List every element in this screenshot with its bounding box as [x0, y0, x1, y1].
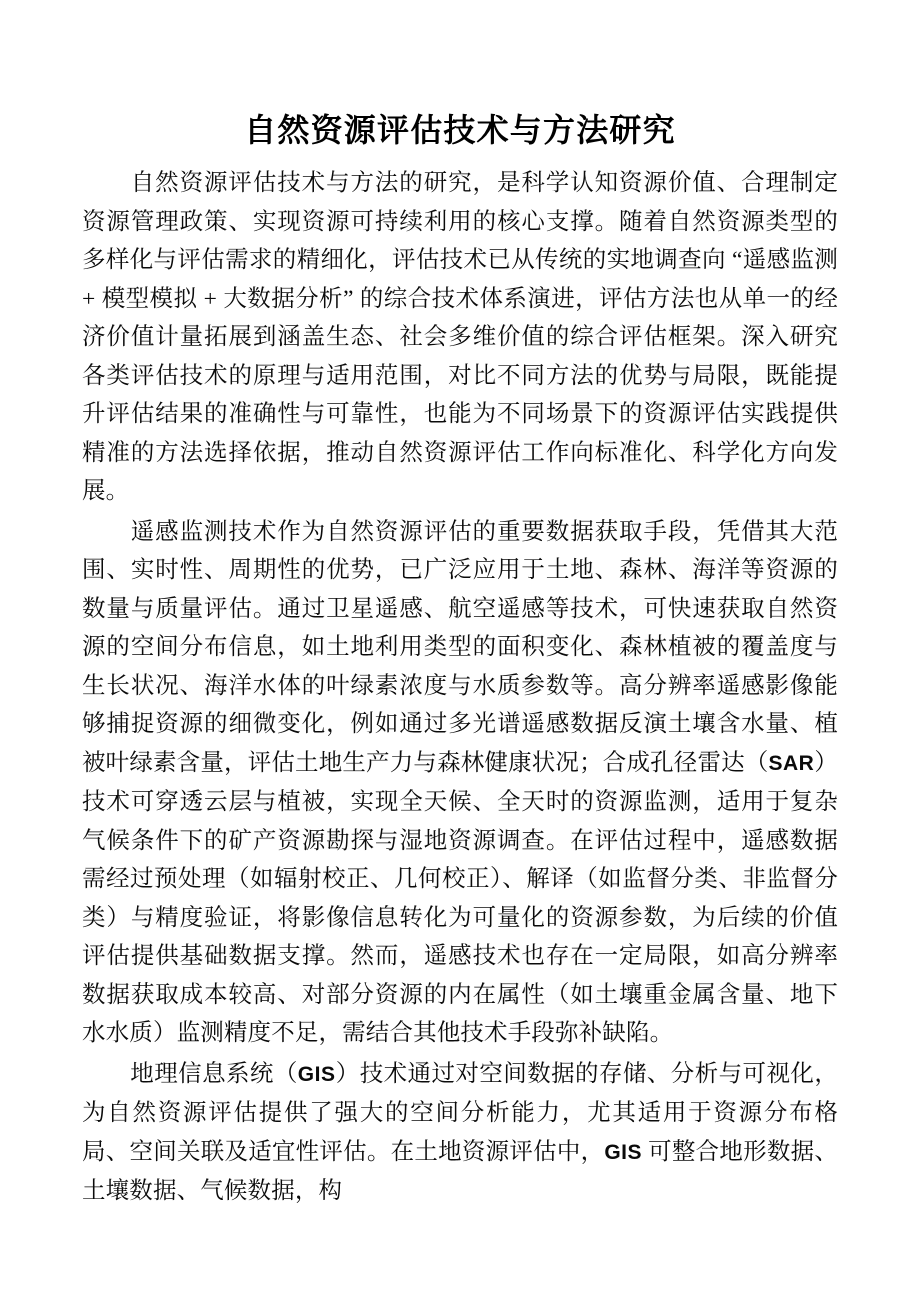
paragraph-gis-text-before: 地理信息系统（ — [130, 1060, 298, 1087]
paragraph-gis — [82, 1055, 838, 1211]
page-title: 自然资源评估技术与方法研究 — [244, 112, 676, 148]
paragraph-remote-sensing-text-before: 遥感监测技术作为自然资源评估的重要数据获取手段，凭借其大范围、实时性、周期性的优势，已广泛应用于土地、森林、海洋等资源的数量与质量评估。通过卫星遥感、航空遥感等技术，可快速获取自然资源的空间分布信息，如土地利用类型的面积变化、森林植被的覆盖度与生长状况、海洋水体的叶绿素浓度与水质参数等。高分辨率遥感影像能够捕捉资源的细微变化，例如通过多光谱遥感数据反演土壤含水量、植被叶绿素含量，评估土地生产力与森林健康状况；合成孔径雷达（ — [82, 518, 838, 776]
paragraph-remote-sensing — [82, 513, 838, 1053]
document-body — [82, 108, 838, 1211]
acronym-gis-first: GIS — [297, 1062, 336, 1086]
paragraph-remote-sensing-text-after: ）技术可穿透云层与植被，实现全天候、全天时的资源监测，适用于复杂气候条件下的矿产资源勘探与湿地资源调查。在评估过程中，遥感数据需经过预处理（如辐射校正、几何校正）、解译（如监督分类、非监督分类）与精度验证，将影像信息转化为可量化的资源参数，为后续的价值评估提供基础数据支撑。然而，遥感技术也存在一定局限，如高分辨率数据获取成本较高、对部分资源的内在属性（如土壤重金属含量、地下水水质）监测精度不足，需结合其他技术手段弥补缺陷。 — [82, 749, 838, 1046]
acronym-sar: SAR — [768, 751, 815, 775]
paragraph-intro — [82, 164, 838, 511]
paragraph-gis-text-middle: ）技术通过对空间数据的存储、分析与可视化，为自然资源评估提供了强大的空间分析能力，尤其适用于资源分布格局、空间关联及适宜性评估。在土地资源评估中， — [82, 1060, 838, 1165]
paragraph-intro-text: 自然资源评估技术与方法的研究，是科学认知资源价值、合理制定资源管理政策、实现资源可持续利用的核心支撑。随着自然资源类型的多样化与评估需求的精细化，评估技术已从传统的实地调查向 “遥感监测 + 模型模拟 + 大数据分析” 的综合技术体系演进，评估方法也从单一的经济价值计量拓展到涵盖生态、社会多维价值的综合评估框架。深入研究各类评估技术的原理与适用范围，对比不同方法的优势与局限，既能提升评估结果的准确性与可靠性，也能为不同场景下的资源评估实践提供精准的方法选择依据，推动自然资源评估工作向标准化、科学化方向发展。 — [82, 170, 838, 504]
paragraph-gis-text-after: 可整合地形数据、土壤数据、气候数据，构 — [82, 1138, 838, 1204]
acronym-gis-second: GIS — [604, 1140, 643, 1164]
